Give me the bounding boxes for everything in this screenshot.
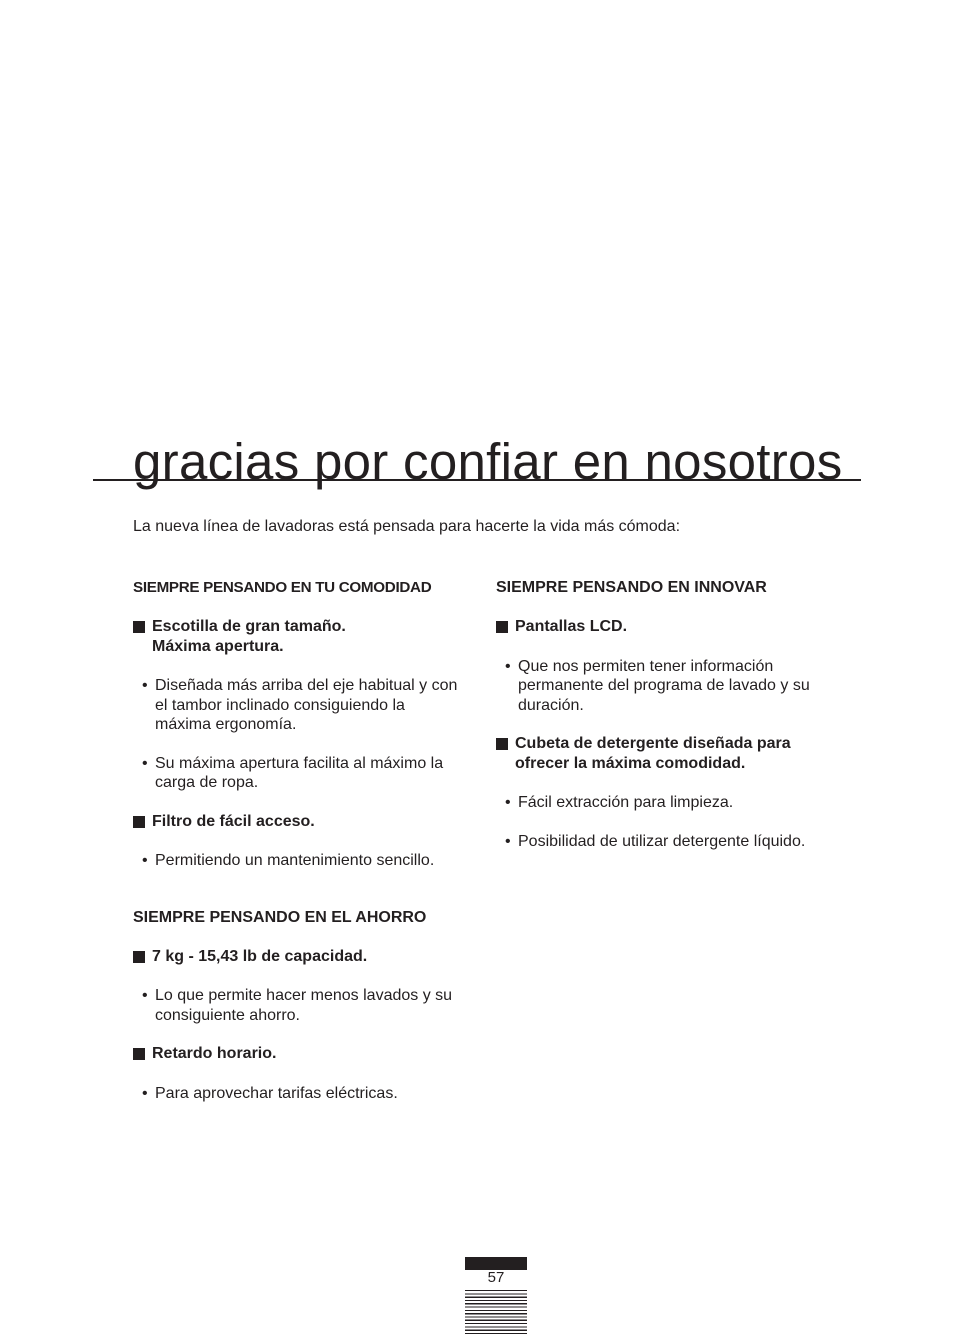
feature-title: Escotilla de gran tamaño. <box>152 618 346 635</box>
feature-cubeta <box>496 734 836 773</box>
feature-escotilla <box>133 617 463 656</box>
bullet-text: Su máxima apertura facilita al máximo la carga de ropa. <box>155 754 444 791</box>
bullet-text: Lo que permite hacer menos lavados y su consiguiente ahorro. <box>155 987 453 1024</box>
bullet-dot-icon: • <box>142 987 148 1004</box>
feature-subtitle: Máxima apertura. <box>152 637 284 655</box>
feature-capacidad <box>133 947 463 967</box>
bullet-dot-icon: • <box>505 832 511 850</box>
section-title-ahorro: SIEMPRE PENSANDO EN EL AHORRO <box>133 908 427 926</box>
bullet-item <box>496 657 836 716</box>
bullet-dot-icon: • <box>142 754 148 772</box>
bullet-item <box>133 754 463 793</box>
feature-filtro <box>133 812 463 832</box>
square-bullet-icon <box>496 621 508 633</box>
feature-title: Pantallas LCD. <box>515 618 628 635</box>
feature-title: Filtro de fácil acceso. <box>152 812 315 830</box>
bullet-dot-icon: • <box>505 794 511 811</box>
bullet-item <box>496 793 836 813</box>
square-bullet-icon <box>133 1048 145 1060</box>
bullet-text: Posibilidad de utilizar detergente líquido. <box>518 832 806 850</box>
feature-retardo <box>133 1044 463 1064</box>
bullet-item <box>133 1084 463 1104</box>
square-bullet-icon <box>133 951 145 963</box>
bullet-item <box>133 986 463 1025</box>
feature-title: 7 kg - 15,43 lb de capacidad. <box>152 947 368 965</box>
bullet-text: Para aprovechar tarifas eléctricas. <box>155 1084 398 1102</box>
right-column <box>496 578 836 870</box>
feature-title: Cubeta de detergente diseñada para <box>515 735 791 752</box>
left-column <box>133 578 463 1122</box>
bullet-item <box>133 676 463 735</box>
feature-title: Retardo horario. <box>152 1045 277 1062</box>
intro-text: La nueva línea de lavadoras está pensada para hacerte la vida más cómoda: <box>133 518 681 535</box>
bullet-dot-icon: • <box>142 1084 148 1102</box>
page-number: 57 <box>487 1269 505 1286</box>
feature-subtitle: ofrecer la máxima comodidad. <box>515 754 746 772</box>
section-title-innovar: SIEMPRE PENSANDO EN INNOVAR <box>496 579 767 596</box>
page-title: gracias por confiar en nosotros <box>133 433 843 490</box>
square-bullet-icon <box>133 621 145 633</box>
square-bullet-icon <box>133 816 145 828</box>
feature-pantallas <box>496 617 836 637</box>
bullet-dot-icon: • <box>142 852 148 869</box>
section-title-comodidad: SIEMPRE PENSANDO EN TU COMODIDAD <box>133 579 432 596</box>
bullet-text: Permitiendo un mantenimiento sencillo. <box>155 852 435 869</box>
page-number-stripes <box>465 1290 527 1336</box>
bullet-text: Fácil extracción para limpieza. <box>518 794 734 811</box>
bullet-dot-icon: • <box>142 677 148 694</box>
bullet-item <box>133 851 463 871</box>
title-underline <box>93 479 861 481</box>
square-bullet-icon <box>496 738 508 750</box>
bullet-text: Diseñada más arriba del eje habitual y con el tambor inclinado consiguiendo la máxima ergonomía. <box>155 677 458 733</box>
bullet-text: Que nos permiten tener información permanente del programa de lavado y su duración. <box>518 657 810 714</box>
bullet-item <box>496 832 836 852</box>
bullet-dot-icon: • <box>505 657 511 675</box>
